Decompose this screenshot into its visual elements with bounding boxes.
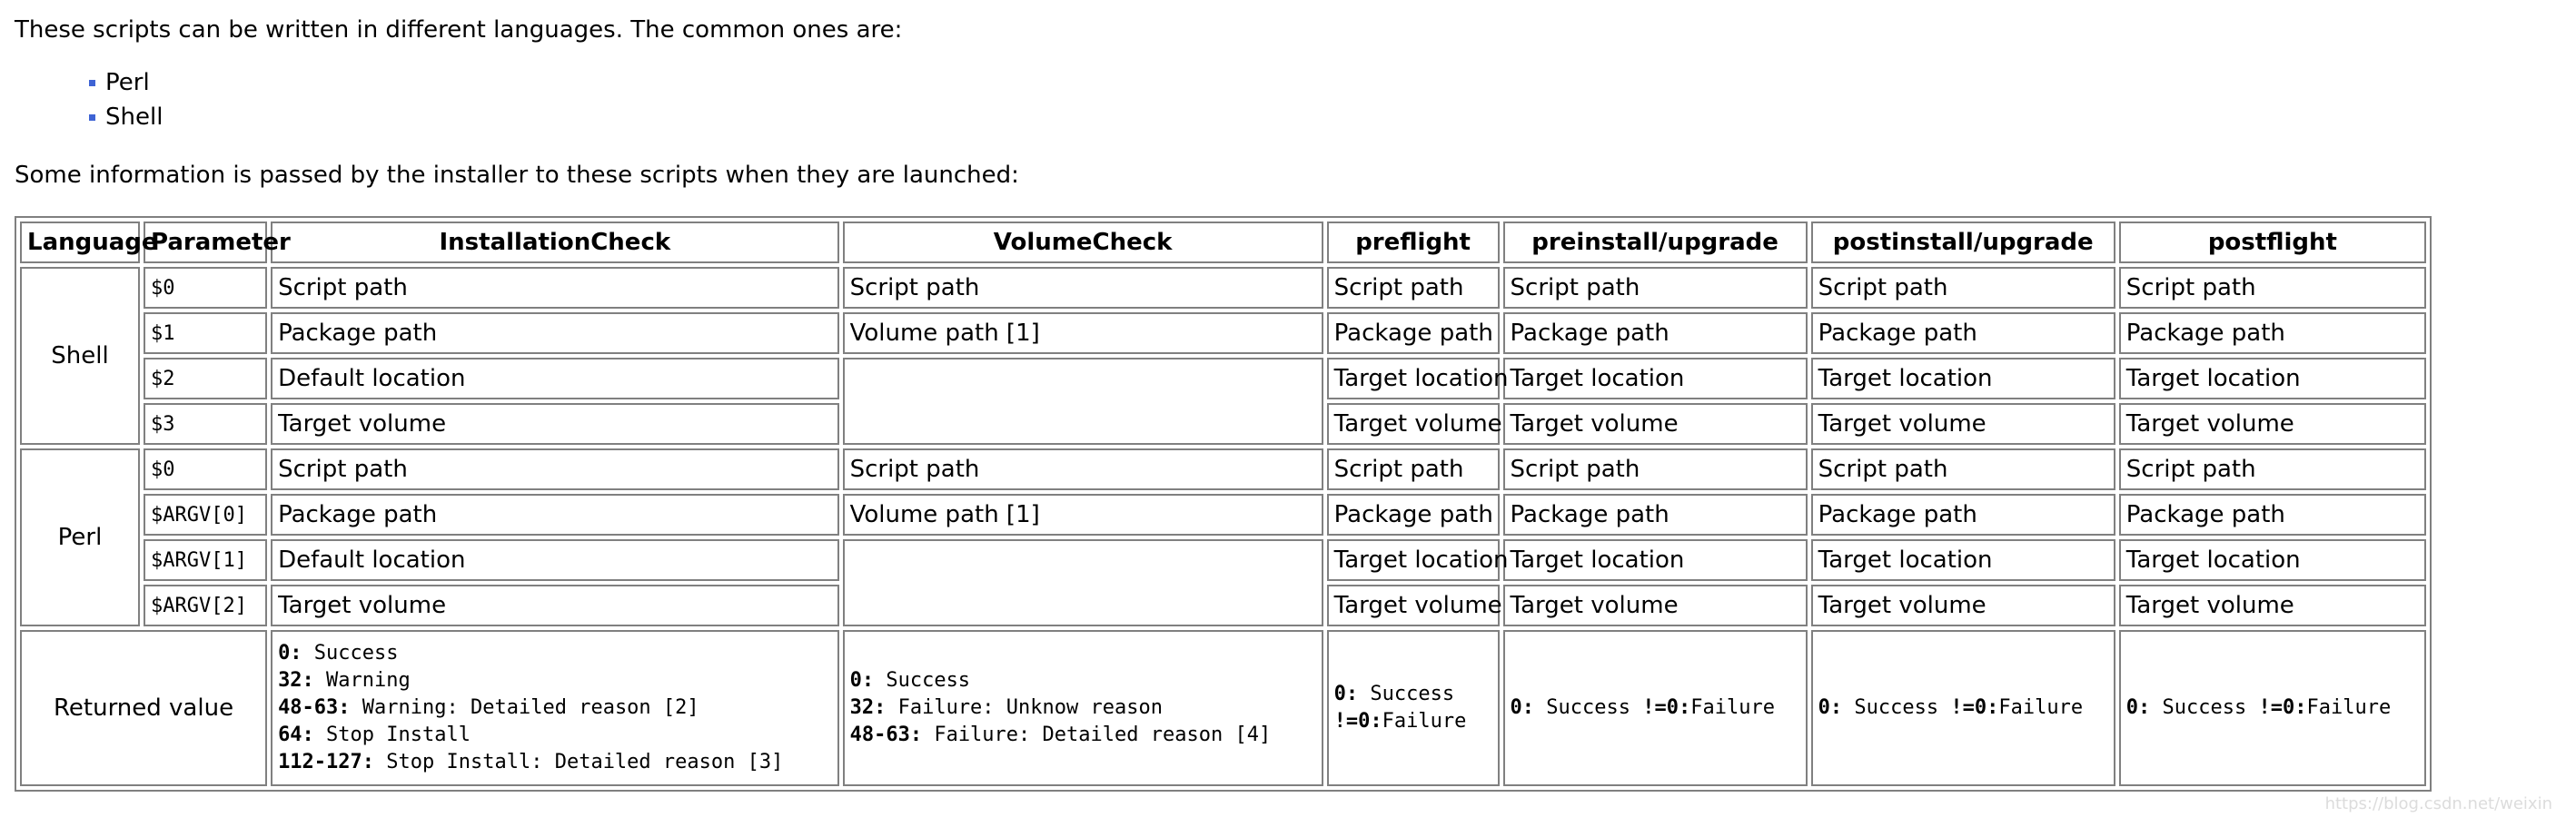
return-code-line [850, 722, 1316, 749]
postinstall-return-cell [1811, 630, 2115, 786]
return-code-line [1334, 708, 1492, 735]
table-cell: Target volume [271, 585, 839, 626]
parameter-cell: $0 [144, 267, 267, 309]
table-cell: Target location [2119, 539, 2426, 581]
table-cell: Target volume [271, 403, 839, 445]
table-cell: Script path [1503, 448, 1808, 490]
table-cell: Target location [1811, 358, 2115, 399]
table-cell: Script path [271, 267, 839, 309]
list-item-label: Shell [105, 103, 163, 131]
return-code-line [278, 749, 832, 776]
header-row [20, 222, 2426, 263]
return-code-line [1334, 681, 1492, 708]
column-header: preinstall/upgrade [1503, 222, 1808, 263]
table-row [20, 267, 2426, 309]
return-meaning: Failure [2306, 696, 2392, 719]
return-code: 112-127: [278, 751, 375, 773]
table-cell: Default location [271, 358, 839, 399]
table-row [20, 494, 2426, 536]
table-cell: Target location [1503, 539, 1808, 581]
return-code: !=0: [1950, 696, 1999, 719]
parameter-cell: $1 [144, 312, 267, 354]
parameter-cell: $0 [144, 448, 267, 490]
volume-check-return-cell [843, 630, 1323, 786]
table-cell: Package path [1811, 494, 2115, 536]
parameter-cell: $ARGV[0] [144, 494, 267, 536]
return-meaning: Failure: Detailed reason [4] [922, 724, 1272, 746]
return-code: 0: [1818, 696, 1843, 719]
return-meaning: Stop Install: Detailed reason [3] [374, 751, 784, 773]
return-code: 0: [849, 669, 875, 692]
column-header: postflight [2119, 222, 2426, 263]
parameter-cell: $ARGV[1] [144, 539, 267, 581]
empty-cell [843, 358, 1323, 445]
table-cell: Script path [2119, 448, 2426, 490]
table-cell: Package path [1503, 312, 1808, 354]
return-meaning: Warning [313, 669, 411, 692]
table-cell: Volume path [1] [843, 312, 1323, 354]
return-code: 0: [2125, 696, 2151, 719]
table-cell: Package path [1327, 494, 1500, 536]
return-meaning: Success [302, 642, 399, 665]
return-code-line [278, 694, 832, 722]
returned-value-label: Returned value [20, 630, 267, 786]
return-meaning: Success [2150, 696, 2259, 719]
return-meaning: Success [1534, 696, 1643, 719]
table-cell: Script path [271, 448, 839, 490]
table-cell: Target location [1503, 358, 1808, 399]
parameter-cell: $2 [144, 358, 267, 399]
table-row [20, 539, 2426, 581]
return-meaning: Success [1358, 683, 1455, 705]
square-bullet-icon [89, 80, 95, 86]
return-code-line [278, 667, 832, 694]
table-cell: Target location [1811, 539, 2115, 581]
table-cell: Package path [2119, 312, 2426, 354]
table-cell: Target location [2119, 358, 2426, 399]
installation-check-return-cell [271, 630, 839, 786]
return-code-line [850, 667, 1316, 694]
table-cell: Default location [271, 539, 839, 581]
intro-paragraph: These scripts can be written in different languages. The common ones are: [15, 16, 903, 44]
return-code: 32: [278, 669, 314, 692]
column-header: Parameter [144, 222, 267, 263]
info-paragraph: Some information is passed by the installer to these scripts when they are launched: [15, 162, 1019, 189]
table-cell: Target volume [1503, 403, 1808, 445]
return-code: 0: [278, 642, 302, 665]
return-code: !=0: [1642, 696, 1691, 719]
table-cell: Target volume [1811, 585, 2115, 626]
return-code: 64: [278, 724, 314, 746]
table-cell: Package path [1327, 312, 1500, 354]
postflight-return-cell [2119, 630, 2426, 786]
return-meaning: Warning: Detailed reason [2] [350, 696, 699, 719]
column-header: Language [20, 222, 140, 263]
language-cell-perl: Perl [20, 448, 140, 626]
table-cell: Script path [2119, 267, 2426, 309]
returned-value-row [20, 630, 2426, 786]
return-meaning: Success [874, 669, 971, 692]
table-cell: Package path [1503, 494, 1808, 536]
table-cell: Package path [1811, 312, 2115, 354]
column-header: VolumeCheck [843, 222, 1323, 263]
return-code-line [278, 640, 832, 667]
language-list [89, 65, 163, 134]
column-header: postinstall/upgrade [1811, 222, 2115, 263]
return-code: 0: [1333, 683, 1359, 705]
return-code-line [1511, 694, 1800, 722]
table-row [20, 312, 2426, 354]
return-meaning: Stop Install [313, 724, 471, 746]
return-meaning: Failure [1382, 710, 1467, 733]
return-code-line [1818, 694, 2108, 722]
table-cell: Target volume [1811, 403, 2115, 445]
parameter-cell: $3 [144, 403, 267, 445]
table-cell: Target volume [2119, 403, 2426, 445]
column-header: preflight [1327, 222, 1500, 263]
return-code-line [278, 722, 832, 749]
table-cell: Package path [271, 312, 839, 354]
table-cell: Script path [843, 448, 1323, 490]
return-code-line [2126, 694, 2419, 722]
language-cell-shell: Shell [20, 267, 140, 445]
return-meaning: Success [1842, 696, 1951, 719]
return-code: 48-63: [849, 724, 923, 746]
preinstall-return-cell [1503, 630, 1808, 786]
table-cell: Target volume [1327, 403, 1500, 445]
return-code: 0: [1510, 696, 1535, 719]
return-code: !=0: [2258, 696, 2307, 719]
table-cell: Target volume [2119, 585, 2426, 626]
table-cell: Target location [1327, 539, 1500, 581]
return-code: !=0: [1333, 710, 1382, 733]
table-cell: Script path [1327, 267, 1500, 309]
table-cell: Target location [1327, 358, 1500, 399]
table-cell: Package path [2119, 494, 2426, 536]
return-meaning: Failure: Unknow reason [886, 696, 1163, 719]
return-code: 32: [849, 696, 887, 719]
table-cell: Script path [1503, 267, 1808, 309]
table-cell: Script path [843, 267, 1323, 309]
square-bullet-icon [89, 114, 95, 121]
watermark: https://blog.csdn.net/weixin [2324, 794, 2552, 813]
return-code: 48-63: [278, 696, 351, 719]
return-meaning: Failure [1998, 696, 2084, 719]
list-item-label: Perl [105, 69, 150, 96]
script-parameters-table [15, 216, 2432, 792]
list-item [89, 65, 163, 100]
return-code-line [850, 694, 1316, 722]
list-item [89, 100, 163, 134]
table-cell: Target volume [1503, 585, 1808, 626]
table-cell: Script path [1811, 267, 2115, 309]
column-header: InstallationCheck [271, 222, 839, 263]
table-row [20, 448, 2426, 490]
empty-cell [843, 539, 1323, 626]
table-cell: Volume path [1] [843, 494, 1323, 536]
preflight-return-cell [1327, 630, 1500, 786]
return-meaning: Failure [1690, 696, 1775, 719]
parameter-cell: $ARGV[2] [144, 585, 267, 626]
table-cell: Script path [1327, 448, 1500, 490]
table-cell: Package path [271, 494, 839, 536]
table-cell: Target volume [1327, 585, 1500, 626]
table-cell: Script path [1811, 448, 2115, 490]
table-row [20, 358, 2426, 399]
